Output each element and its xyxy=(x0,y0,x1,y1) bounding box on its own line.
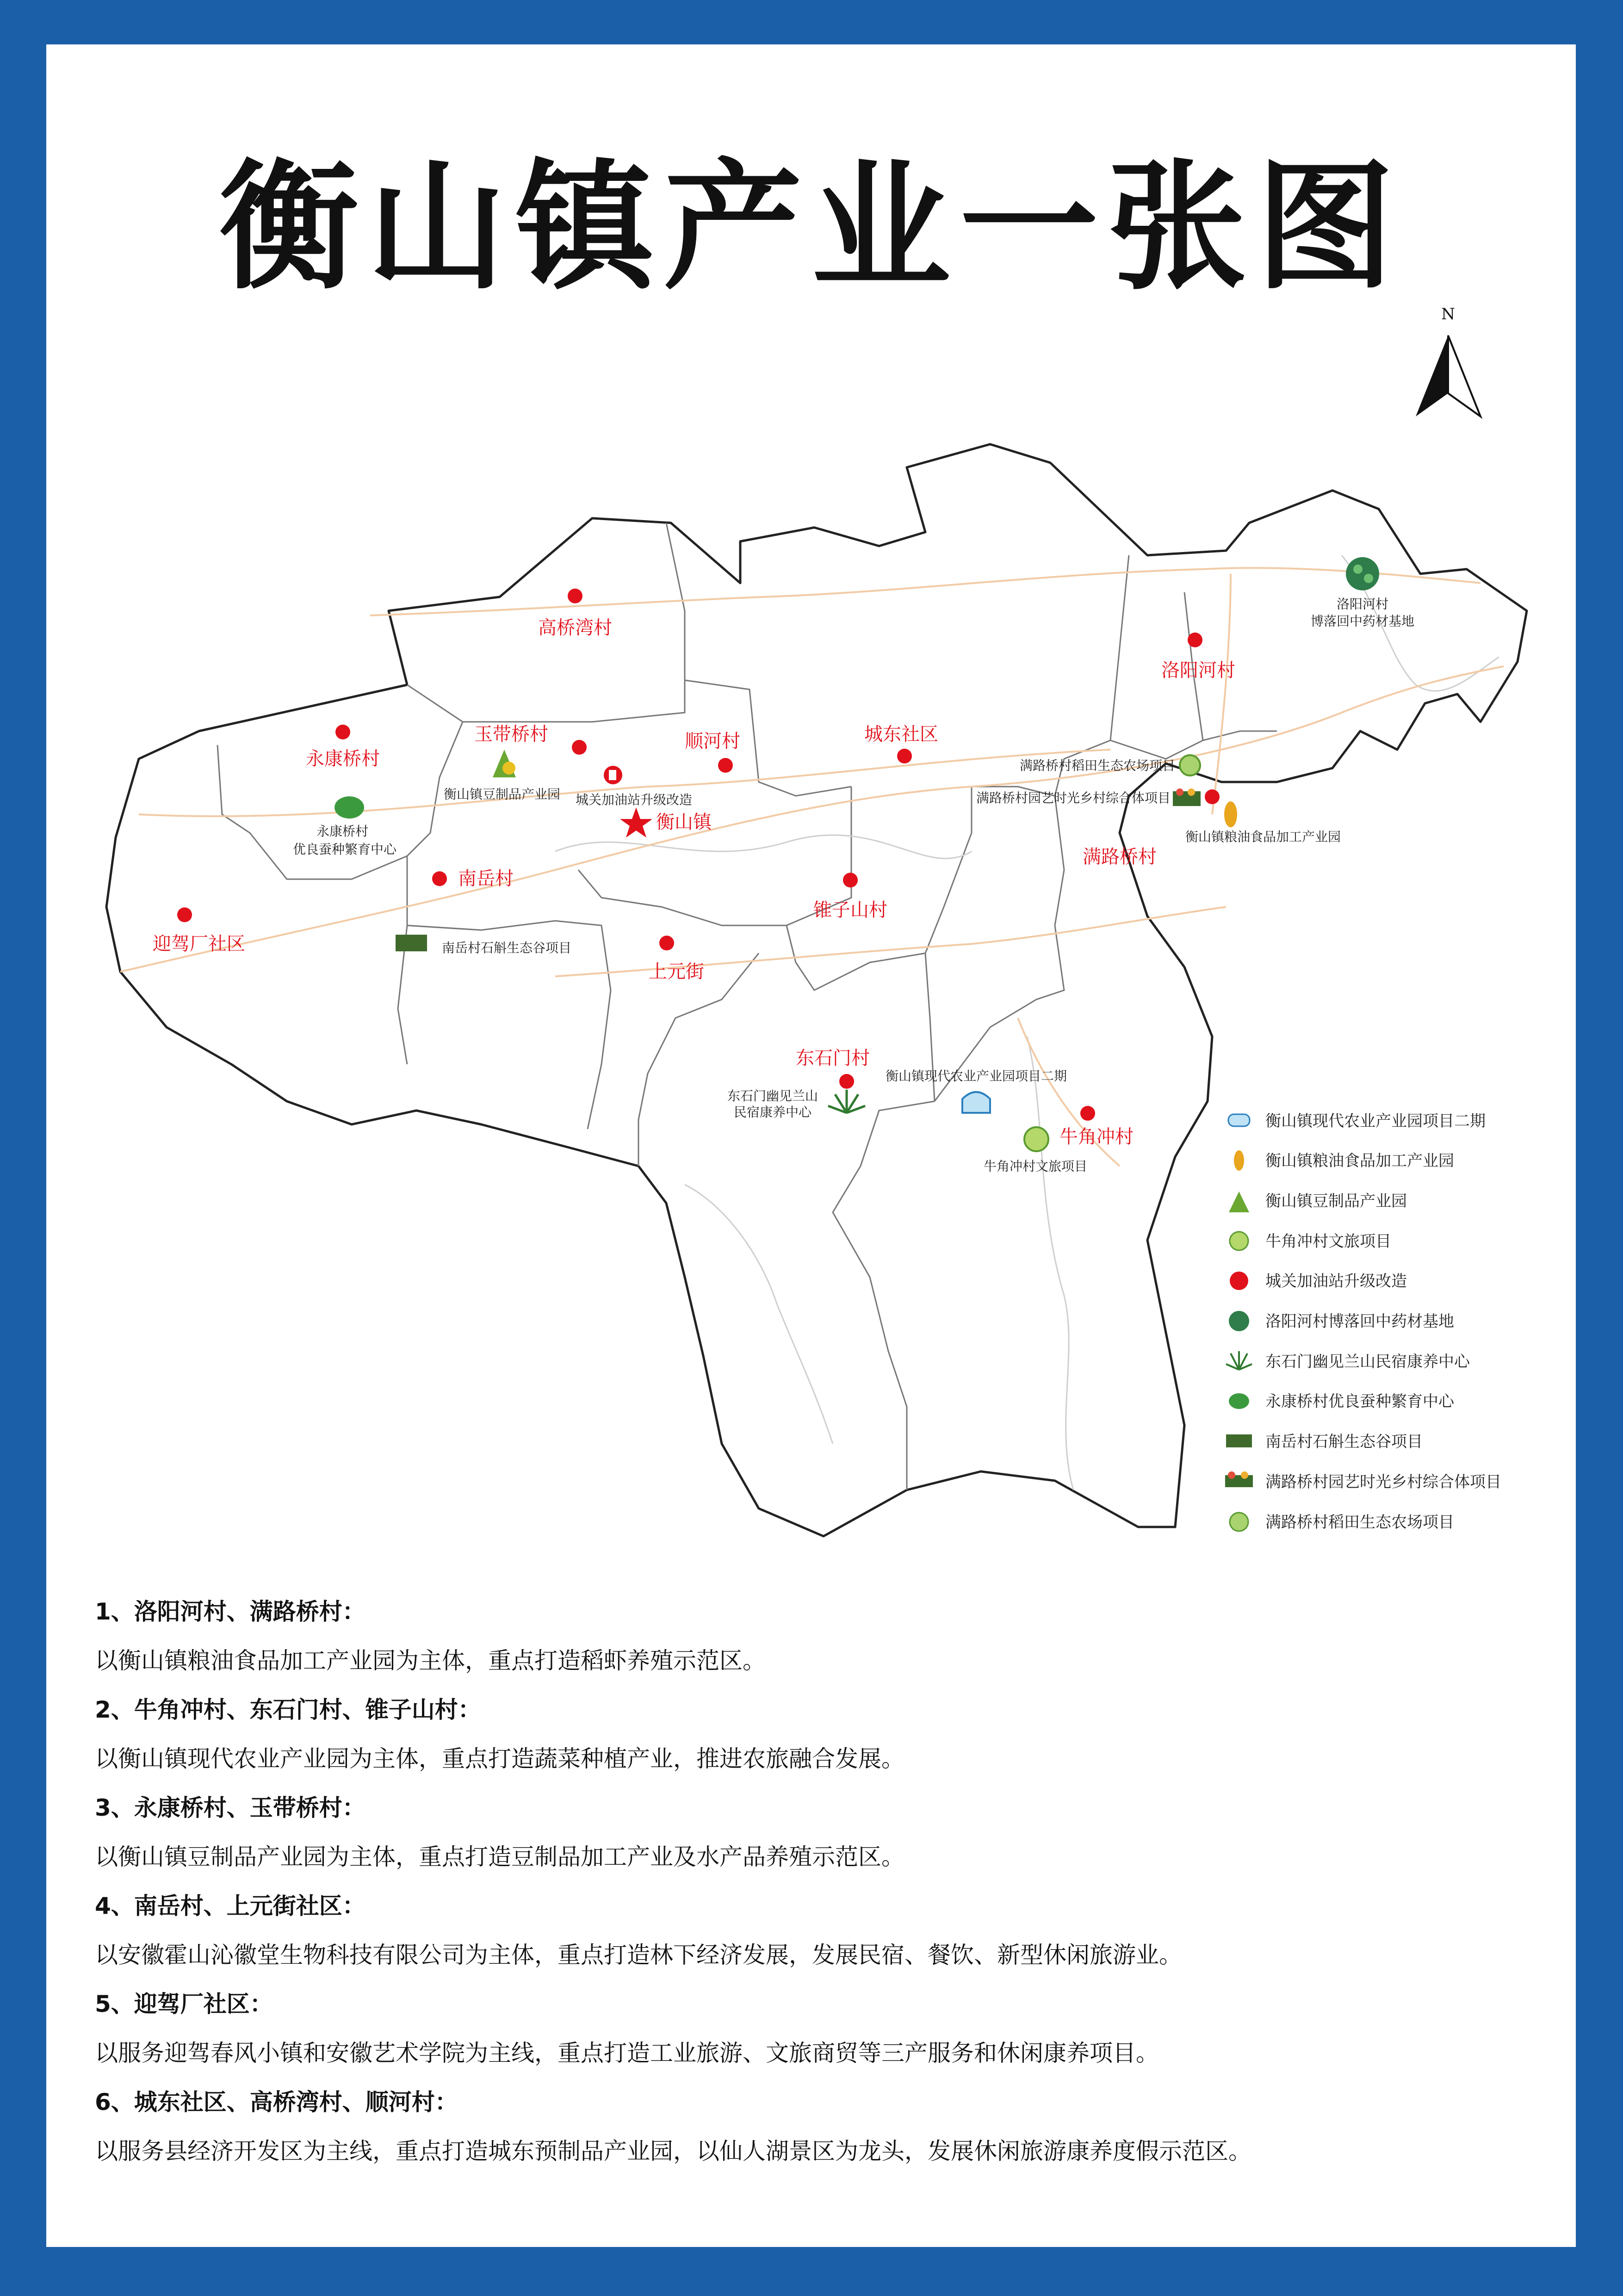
project-label: 衡山镇粮油食品加工产业园 xyxy=(1185,829,1341,844)
village-label: 迎驾厂社区 xyxy=(153,933,245,955)
project-label: 城关加油站升级改造 xyxy=(575,792,693,807)
desc-body: 以衡山镇豆制品产业园为主体，重点打造豆制品加工产业及水产品养殖示范区。 xyxy=(95,1843,904,1870)
desc-head: 5、迎驾厂社区： xyxy=(95,1991,273,2017)
tourism-icon xyxy=(1024,1127,1048,1151)
legend-item xyxy=(1226,1433,1423,1451)
village-label: 锥子山村 xyxy=(813,900,887,921)
project-grain[interactable] xyxy=(1185,801,1341,844)
village-label: 上元街 xyxy=(649,961,704,982)
desc-head: 3、永康桥村、玉带桥村： xyxy=(95,1794,365,1821)
desc-item-4 xyxy=(95,1881,1552,1980)
north-label: N xyxy=(1441,305,1455,323)
svg-text:永康桥村: 永康桥村 xyxy=(316,824,369,839)
dendrobium-icon xyxy=(1226,1434,1252,1447)
svg-text:满路桥村稻田生态农场项目: 满路桥村稻田生态农场项目 xyxy=(1265,1513,1454,1532)
svg-text:南岳村石斛生态谷项目: 南岳村石斛生态谷项目 xyxy=(1265,1433,1423,1451)
svg-text:牛角冲村文旅项目: 牛角冲村文旅项目 xyxy=(1265,1232,1391,1251)
rice-farm-icon xyxy=(1230,1513,1248,1531)
legend-item xyxy=(1229,1191,1407,1212)
desc-body: 以衡山镇粮油食品加工产业园为主体，重点打造稻虾养殖示范区。 xyxy=(95,1647,766,1674)
desc-item-3 xyxy=(95,1783,1552,1881)
project-label: 民宿康养中心 xyxy=(733,1105,812,1120)
greenhouse-icon xyxy=(1228,1114,1250,1126)
legend-item xyxy=(1229,1392,1455,1411)
desc-head: 6、城东社区、高桥湾村、顺河村： xyxy=(95,2089,458,2116)
legend-item xyxy=(1230,1272,1407,1291)
grain-icon xyxy=(1224,801,1237,827)
herb-icon xyxy=(1229,1311,1249,1331)
legend-item xyxy=(1230,1232,1391,1251)
village-label: 高桥湾村 xyxy=(538,617,612,639)
svg-text:满路桥村园艺时光乡村综合体项目: 满路桥村园艺时光乡村综合体项目 xyxy=(1265,1473,1501,1491)
project-label: 南岳村石斛生态谷项目 xyxy=(441,940,572,956)
map-legend xyxy=(1225,1112,1501,1532)
north-arrow-icon xyxy=(1416,305,1481,416)
project-label: 衡山镇现代农业产业园项目二期 xyxy=(885,1068,1067,1084)
tourism-icon xyxy=(1230,1232,1248,1250)
project-label: 优良蚕种繁育中心 xyxy=(292,842,397,857)
village-label: 南岳村 xyxy=(458,868,514,889)
desc-body: 以服务迎驾春风小镇和安徽艺术学院为主线，重点打造工业旅游、文旅商贸等三产服务和休闲康养项目。 xyxy=(95,2040,1159,2066)
description-section xyxy=(95,1587,1552,2176)
desc-body: 以安徽霍山沁徽堂生物科技有限公司为主体，重点打造林下经济发展，发展民宿、餐饮、新型休闲旅游业。 xyxy=(95,1942,1182,1968)
legend-item xyxy=(1234,1150,1454,1171)
legend-item xyxy=(1225,1471,1501,1491)
desc-item-5 xyxy=(95,1980,1552,2078)
herb-icon xyxy=(1346,557,1379,590)
legend-item xyxy=(1226,1351,1471,1371)
village-label: 东石门村 xyxy=(796,1048,870,1069)
project-label: 牛角冲村文旅项目 xyxy=(983,1159,1088,1174)
desc-head: 1、洛阳河村、满路桥村： xyxy=(95,1598,365,1625)
desc-head: 4、南岳村、上元街社区： xyxy=(95,1893,365,1919)
silkworm-icon xyxy=(335,796,364,819)
village-label: 玉带桥村 xyxy=(474,724,548,745)
gas-station-icon xyxy=(1230,1272,1248,1290)
desc-head: 2、牛角冲村、东石门村、锥子山村： xyxy=(95,1696,481,1723)
greenhouse-icon xyxy=(962,1092,990,1113)
orchid-icon xyxy=(1226,1351,1252,1370)
svg-text:洛阳河村博落回中药材基地: 洛阳河村博落回中药材基地 xyxy=(1265,1312,1454,1331)
town-label: 衡山镇 xyxy=(656,812,712,833)
village-label: 永康桥村 xyxy=(306,748,380,769)
legend-item xyxy=(1228,1112,1486,1130)
svg-text:东石门幽见兰山: 东石门幽见兰山 xyxy=(727,1088,818,1104)
desc-body: 以衡山镇现代农业产业园为主体，重点打造蔬菜种植产业，推进农旅融合发展。 xyxy=(95,1745,904,1772)
village-label: 满路桥村 xyxy=(1083,846,1157,868)
svg-text:永康桥村优良蚕种繁育中心: 永康桥村优良蚕种繁育中心 xyxy=(1265,1392,1454,1411)
project-mlq-garden[interactable] xyxy=(976,788,1201,806)
rice-farm-icon xyxy=(1180,755,1200,776)
project-label: 博落回中药材基地 xyxy=(1310,614,1415,629)
project-label: 衡山镇豆制品产业园 xyxy=(443,787,561,802)
desc-item-1 xyxy=(95,1587,1552,1685)
desc-body: 以服务县经济开发区为主线，重点打造城东预制品产业园，以仙人湖景区为龙头，发展休闲旅游康养度假示范区。 xyxy=(95,2138,1251,2165)
dendrobium-icon xyxy=(396,935,427,951)
bean-plant-icon xyxy=(1229,1191,1249,1212)
project-mlq-rice[interactable] xyxy=(1020,755,1200,776)
project-label: 满路桥村园艺时光乡村综合体项目 xyxy=(976,790,1171,806)
page-title: 衡山镇产业一张图 xyxy=(219,145,1404,308)
desc-item-2 xyxy=(95,1685,1552,1783)
svg-text:东石门幽见兰山民宿康养中心: 东石门幽见兰山民宿康养中心 xyxy=(1265,1353,1470,1371)
svg-text:城关加油站升级改造: 城关加油站升级改造 xyxy=(1265,1272,1407,1291)
svg-text:衡山镇粮油食品加工产业园: 衡山镇粮油食品加工产业园 xyxy=(1265,1152,1454,1170)
village-label: 洛阳河村 xyxy=(1161,660,1235,681)
village-label: 牛角冲村 xyxy=(1059,1126,1134,1148)
grain-icon xyxy=(1234,1150,1244,1171)
legend-item xyxy=(1229,1311,1454,1331)
svg-text:洛阳河村: 洛阳河村 xyxy=(1336,596,1389,612)
desc-item-6 xyxy=(95,2078,1552,2176)
svg-text:衡山镇现代农业产业园项目二期: 衡山镇现代农业产业园项目二期 xyxy=(1265,1112,1486,1130)
silkworm-icon xyxy=(1229,1393,1249,1409)
town-boundary xyxy=(106,444,1527,1536)
village-label: 城东社区 xyxy=(864,724,938,745)
legend-item xyxy=(1230,1513,1454,1532)
svg-text:衡山镇豆制品产业园: 衡山镇豆制品产业园 xyxy=(1265,1192,1407,1210)
project-label: 满路桥村稻田生态农场项目 xyxy=(1019,758,1175,773)
village-label: 顺河村 xyxy=(685,731,740,752)
